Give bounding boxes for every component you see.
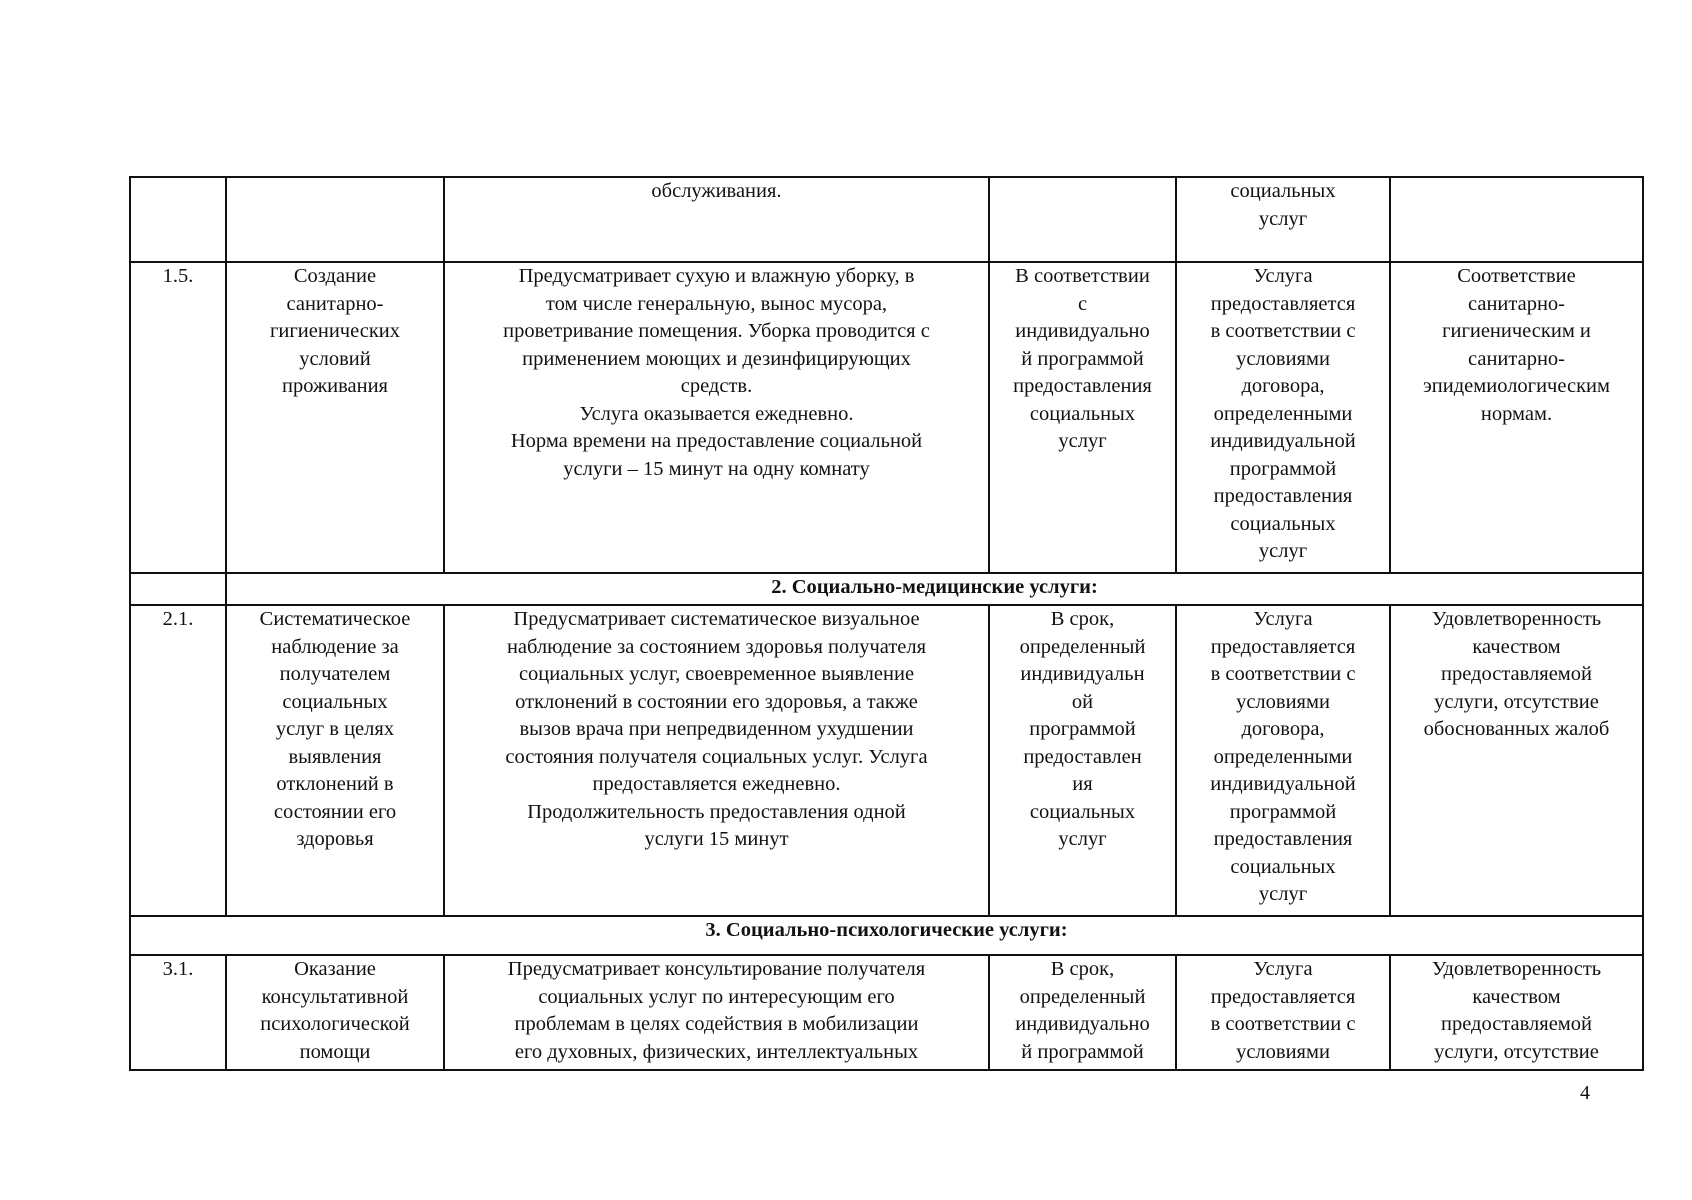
cell-name	[226, 177, 444, 262]
cell-quality: Соответствие санитарно- гигиеническим и санитарно- эпидемиологическим нормам.	[1390, 262, 1643, 573]
cell-terms: Услуга предоставляется в соответствии с условиями договора, определенными индивидуальной программой предоставления социальных услуг	[1176, 262, 1390, 573]
cell-num	[130, 573, 226, 605]
cell-quality: Удовлетворенность качеством предоставляемой услуги, отсутствие обоснованных жалоб	[1390, 605, 1643, 916]
table-row	[130, 262, 1643, 573]
section-title: 3. Социально-психологические услуги:	[130, 916, 1643, 955]
table-row	[130, 605, 1643, 916]
section-row-medical	[130, 573, 1643, 605]
table-row	[130, 955, 1643, 1070]
cell-description: Предусматривает систематическое визуальное наблюдение за состоянием здоровья получателя социальных услуг, своевременное выявление отклонений в состоянии его здоровья, а также вызов врача при непредвиденном ухудшении состояния получателя социальных услуг. Услуга предоставляется ежедневно. Продолжительность предоставления одной услуги 15 минут	[444, 605, 989, 916]
cell-description: Предусматривает консультирование получателя социальных услуг по интересующим его проблемам в целях содействия в мобилизации его духовных, физических, интеллектуальных	[444, 955, 989, 1070]
cell-deadline	[989, 177, 1176, 262]
page-number: 4	[1580, 1082, 1590, 1104]
cell-num: 2.1.	[130, 605, 226, 916]
cell-num: 1.5.	[130, 262, 226, 573]
cell-terms: Услуга предоставляется в соответствии с условиями	[1176, 955, 1390, 1070]
cell-deadline: В соответствии с индивидуально й программой предоставления социальных услуг	[989, 262, 1176, 573]
cell-terms: Услуга предоставляется в соответствии с условиями договора, определенными индивидуальной программой предоставления социальных услуг	[1176, 605, 1390, 916]
cell-quality	[1390, 177, 1643, 262]
cell-num	[130, 177, 226, 262]
table-row-continuation	[130, 177, 1643, 262]
cell-name: Создание санитарно- гигиенических условий проживания	[226, 262, 444, 573]
cell-name: Систематическое наблюдение за получателем социальных услуг в целях выявления отклонений в состоянии его здоровья	[226, 605, 444, 916]
cell-description: Предусматривает сухую и влажную уборку, в том числе генеральную, вынос мусора, проветривание помещения. Уборка проводится с применением моющих и дезинфицирующих средств. Услуга оказывается ежедневно. Норма времени на предоставление социальной услуги – 15 минут на одну комнату	[444, 262, 989, 573]
cell-name: Оказание консультативной психологической помощи	[226, 955, 444, 1070]
cell-description: обслуживания.	[444, 177, 989, 262]
cell-num: 3.1.	[130, 955, 226, 1070]
cell-deadline: В срок, определенный индивидуально й программой	[989, 955, 1176, 1070]
services-table	[129, 176, 1644, 1071]
cell-deadline: В срок, определенный индивидуальн ой программой предоставлен ия социальных услуг	[989, 605, 1176, 916]
cell-quality: Удовлетворенность качеством предоставляемой услуги, отсутствие	[1390, 955, 1643, 1070]
section-title: 2. Социально-медицинские услуги:	[226, 573, 1643, 605]
cell-terms: социальных услуг	[1176, 177, 1390, 262]
section-row-psych	[130, 916, 1643, 955]
